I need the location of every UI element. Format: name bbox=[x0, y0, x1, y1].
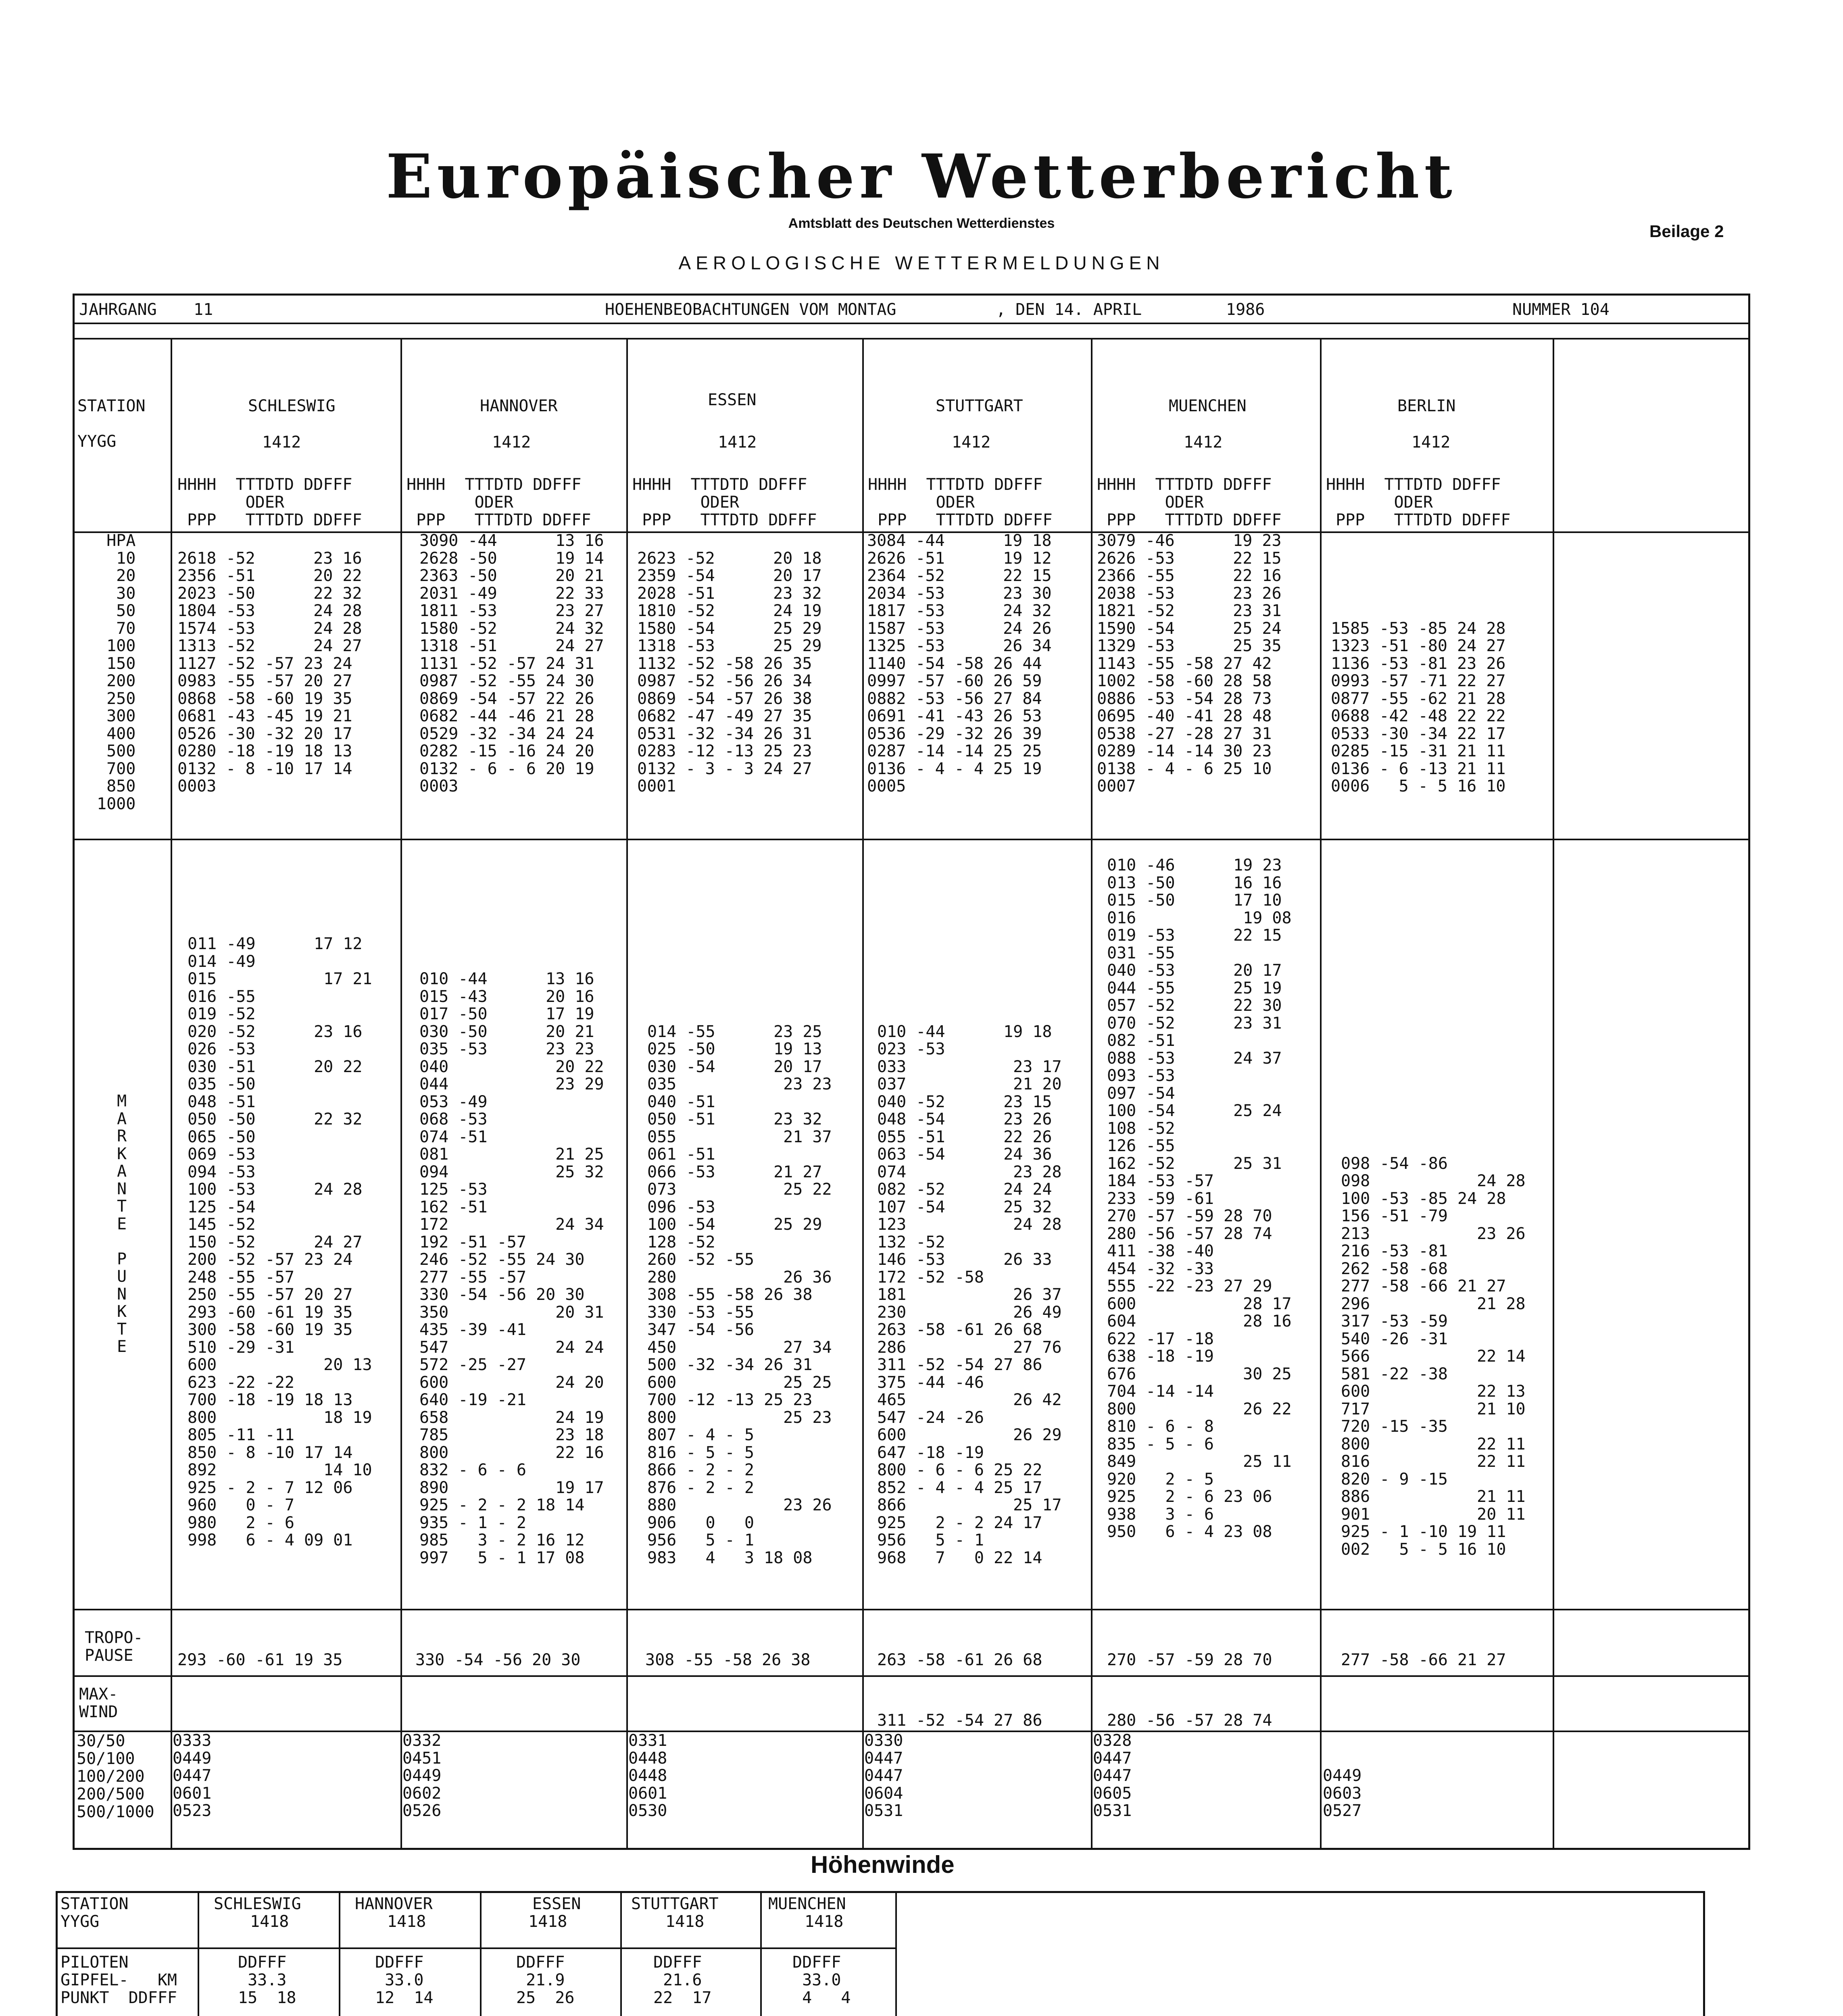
column-divider bbox=[198, 1891, 199, 2016]
tropopause-value: 270 -57 -59 28 70 bbox=[1107, 1651, 1272, 1669]
beilage-label: Beilage 2 bbox=[1649, 222, 1724, 241]
station-name: BERLIN bbox=[1397, 397, 1456, 415]
column-header: HHHH TTTDTD DDFFF ODER PPP TTTDTD DDFFF bbox=[868, 475, 1053, 529]
layer-values: 0330 0447 0447 0604 0531 bbox=[864, 1731, 903, 1820]
column-divider bbox=[1320, 338, 1322, 1850]
hoehenwinde-title: Höhenwinde bbox=[811, 1851, 955, 1878]
column-divider bbox=[760, 1891, 762, 2016]
section-title: AEROLOGISCHE WETTERMELDUNGEN bbox=[678, 252, 1165, 273]
station-yygg: 1412 bbox=[1184, 433, 1223, 452]
layer-values: 0331 0448 0448 0601 0530 bbox=[628, 1731, 667, 1820]
obs-year: 1986 bbox=[1226, 300, 1265, 319]
column-divider bbox=[1091, 338, 1092, 1850]
column-divider bbox=[620, 1891, 622, 2016]
hw-station-label: STATION YYGG bbox=[60, 1895, 129, 1931]
row-divider bbox=[73, 1675, 1750, 1677]
markante-punkte: 011 -49 17 12 014 -49 015 17 21 016 -55 019 -52 020 -52 23 16 026 -53 030 -51 20 22 035 -50 048 -51 050 -50 22 32 065 -50 069 -53 094 -53 100 -53 24 28 125 -54 145 -52 150 -52 24 27 200 -52 -57 23 24 248 -55 -57 250 -55 -57 20 27 293 -60 -61 19 35 300 -58 -60 19 35 510 -29 -31 600 20 13 623 -22 -22 700 -18 -19 18 13 800 18 19 805 -11 -11 850 - 8 -10 17 14 892 14 10 925 - 2 - 7 12 06 960 0 - 7 980 2 - 6 998 6 - 4 09 01 bbox=[188, 935, 372, 1549]
obs-title: HOEHENBEOBACHTUNGEN VOM MONTAG bbox=[605, 300, 896, 319]
hw-piloten: DDFFF 33.3 15 18 bbox=[238, 1953, 296, 2007]
column-header: HHHH TTTDTD DDFFF ODER PPP TTTDTD DDFFF bbox=[407, 475, 591, 529]
markante-punkte: 014 -55 23 25 025 -50 19 13 030 -54 20 17 035 23 23 040 -51 050 -51 23 32 055 21 37 061 -51 066 -53 21 27 073 25 22 096 -53 100 -54 25 29 128 -52 260 -52 -55 280 26 36 308 -55 -58 26 38 330 -53 -55 347 -54 -56 450 27 34 500 -32 -34 26 31 600 25 25 700 -12 -13 25 23 800 25 23 807 - 4 - 5 816 - 5 - 5 866 - 2 - 2 876 - 2 - 2 880 23 26 906 0 0 956 5 - 1 983 4 3 18 08 bbox=[647, 1022, 832, 1567]
row-divider bbox=[56, 1947, 896, 1949]
standard-levels: 1585 -53 -85 24 28 1323 -51 -80 24 27 1136 -53 -81 23 26 0993 -57 -71 22 27 0877 -55 -62 21 28 0688 -42 -48 22 22 0533 -30 -34 22 17 0285 -15 -31 21 11 0136 - 6 -13 21 11 0006 5 - 5 16 10 bbox=[1331, 619, 1506, 796]
maxwind-value: 280 -56 -57 28 74 bbox=[1107, 1711, 1272, 1730]
standard-levels: 3084 -44 19 18 2626 -51 19 12 2364 -52 22 15 2034 -53 23 30 1817 -53 24 32 1587 -53 24 26 1325 -53 26 34 1140 -54 -58 26 44 0997 -57 -60 26 59 0882 -53 -56 27 84 0691 -41 -43 26 53 0536 -29 -32 26 39 0287 -14 -14 25 25 0136 - 4 - 4 25 19 0005 bbox=[867, 531, 1052, 796]
divider bbox=[73, 338, 1750, 339]
page-title: Europäischer Wetterbericht bbox=[386, 141, 1457, 212]
markante-punkte: 010 -44 13 16 015 -43 20 16 017 -50 17 19 030 -50 20 21 035 -53 23 23 040 20 22 044 23 29 053 -49 068 -53 074 -51 081 21 25 094 25 32 125 -53 162 -51 172 24 34 192 -51 -57 246 -52 -55 24 30 277 -55 -57 330 -54 -56 20 30 350 20 31 435 -39 -41 547 24 24 572 -25 -27 600 24 20 640 -19 -21 658 24 19 785 23 18 800 22 16 832 - 6 - 6 890 19 17 925 - 2 - 2 18 14 935 - 1 - 2 985 3 - 2 16 12 997 5 - 1 17 08 bbox=[419, 970, 604, 1567]
column-divider bbox=[1553, 338, 1554, 1850]
row-divider bbox=[73, 839, 1750, 840]
hw-station-name: MUENCHEN bbox=[768, 1895, 846, 1913]
hpa-levels: HPA 10 20 30 50 70 100 150 200 250 300 400 500 700 850 1000 bbox=[97, 531, 136, 813]
maxwind-label: MAX- WIND bbox=[79, 1685, 118, 1721]
station-yygg: 1412 bbox=[952, 433, 991, 452]
station-name: SCHLESWIG bbox=[248, 397, 336, 415]
column-divider bbox=[339, 1891, 340, 2016]
layer-label: 30/50 50/100 100/200 200/500 500/1000 bbox=[77, 1732, 154, 1821]
column-divider bbox=[895, 1891, 897, 2016]
divider bbox=[73, 323, 1750, 324]
markante-punkte: 010 -46 19 23 013 -50 16 16 015 -50 17 10 016 19 08 019 -53 22 15 031 -55 040 -53 20 17 044 -55 25 19 057 -52 22 30 070 -52 23 31 082 -51 088 -53 24 37 093 -53 097 -54 100 -54 25 24 108 -52 126 -55 162 -52 25 31 184 -53 -57 233 -59 -61 270 -57 -59 28 70 280 -56 -57 28 74 411 -38 -40 454 -32 -33 555 -22 -23 27 29 600 28 17 604 28 16 622 -17 -18 638 -18 -19 676 30 25 704 -14 -14 800 26 22 810 - 6 - 8 835 - 5 - 6 849 25 11 920 2 - 5 925 2 - 6 23 06 938 3 - 6 950 6 - 4 23 08 bbox=[1107, 856, 1292, 1541]
column-header: HHHH TTTDTD DDFFF ODER PPP TTTDTD DDFFF bbox=[1326, 475, 1511, 529]
station-name: STUTTGART bbox=[936, 397, 1023, 415]
standard-levels: 3079 -46 19 23 2626 -53 22 15 2366 -55 22 16 2038 -53 23 26 1821 -52 23 31 1590 -54 25 24 1329 -53 25 35 1143 -55 -58 27 42 1002 -58 -60 28 58 0886 -53 -54 28 73 0695 -40 -41 28 48 0538 -27 -28 27 31 0289 -14 -14 30 23 0138 - 4 - 6 25 10 0007 bbox=[1097, 531, 1282, 796]
layer-values: 0333 0449 0447 0601 0523 bbox=[173, 1731, 212, 1820]
nummer-label: NUMMER 104 bbox=[1512, 300, 1609, 319]
column-divider bbox=[480, 1891, 482, 2016]
tropopause-label: TROPO- PAUSE bbox=[85, 1629, 143, 1665]
tropopause-value: 263 -58 -61 26 68 bbox=[877, 1651, 1042, 1669]
column-divider bbox=[171, 338, 172, 1850]
hw-station-name: HANNOVER bbox=[355, 1895, 433, 1913]
station-yygg: 1412 bbox=[718, 433, 757, 452]
page-subtitle: Amtsblatt des Deutschen Wetterdienstes bbox=[788, 216, 1055, 231]
maxwind-value: 311 -52 -54 27 86 bbox=[877, 1711, 1042, 1730]
station-name: MUENCHEN bbox=[1169, 397, 1247, 415]
hw-piloten: DDFFF 33.0 12 14 bbox=[375, 1953, 434, 2007]
jahrgang-label: JAHRGANG bbox=[79, 300, 157, 319]
layer-values: 0449 0603 0527 bbox=[1323, 1766, 1362, 1820]
layer-values: 0332 0451 0449 0602 0526 bbox=[402, 1731, 442, 1820]
standard-levels: 3090 -44 13 16 2628 -50 19 14 2363 -50 20 21 2031 -49 22 33 1811 -53 23 27 1580 -52 24 32 1318 -51 24 27 1131 -52 -57 24 31 0987 -52 -55 24 30 0869 -54 -57 22 26 0682 -44 -46 21 28 0529 -32 -34 24 24 0282 -15 -16 24 20 0132 - 6 - 6 20 19 0003 bbox=[419, 531, 604, 796]
column-divider bbox=[862, 338, 864, 1850]
column-divider bbox=[400, 338, 402, 1850]
hw-station-name: STUTTGART bbox=[631, 1895, 719, 1913]
column-header: HHHH TTTDTD DDFFF ODER PPP TTTDTD DDFFF bbox=[632, 475, 817, 529]
markante-punkte: 098 -54 -86 098 24 28 100 -53 -85 24 28 156 -51 -79 213 23 26 216 -53 -81 262 -58 -68 277 -58 -66 21 27 296 21 28 317 -53 -59 540 -26 -31 566 22 14 581 -22 -38 600 22 13 717 21 10 720 -15 -35 800 22 11 816 22 11 820 - 9 -15 886 21 11 901 20 11 925 - 1 -10 19 11 002 5 - 5 16 10 bbox=[1341, 1154, 1526, 1559]
jahrgang-value: 11 bbox=[194, 300, 213, 319]
column-header: HHHH TTTDTD DDFFF ODER PPP TTTDTD DDFFF bbox=[177, 475, 362, 529]
hw-piloten: DDFFF 21.6 22 17 bbox=[653, 1953, 712, 2007]
tropopause-value: 330 -54 -56 20 30 bbox=[415, 1651, 581, 1669]
hw-piloten: DDFFF 33.0 4 4 bbox=[792, 1953, 851, 2007]
station-yygg: 1412 bbox=[1411, 433, 1451, 452]
station-name: HANNOVER bbox=[480, 397, 558, 415]
column-divider bbox=[626, 338, 628, 1850]
tropopause-value: 308 -55 -58 26 38 bbox=[645, 1651, 811, 1669]
row-divider bbox=[73, 1609, 1750, 1610]
hw-piloten-label: PILOTEN GIPFEL- KM PUNKT DDFFF bbox=[60, 1953, 177, 2007]
layer-values: 0328 0447 0447 0605 0531 bbox=[1093, 1731, 1132, 1820]
hw-station-yygg: 1418 bbox=[528, 1912, 567, 1931]
markante-punkte-label: M A R K A N T E P U N K T E bbox=[117, 1092, 127, 1356]
column-header: HHHH TTTDTD DDFFF ODER PPP TTTDTD DDFFF bbox=[1097, 475, 1282, 529]
station-yygg: 1412 bbox=[492, 433, 531, 452]
hw-station-name: SCHLESWIG bbox=[214, 1895, 301, 1913]
station-label: STATION YYGG bbox=[77, 397, 146, 451]
tropopause-value: 293 -60 -61 19 35 bbox=[177, 1651, 343, 1669]
hoehenwinde-table bbox=[56, 1891, 1705, 2016]
hw-station-yygg: 1418 bbox=[665, 1912, 705, 1931]
station-yygg: 1412 bbox=[262, 433, 301, 452]
hw-station-yygg: 1418 bbox=[805, 1912, 844, 1931]
obs-date: , DEN 14. APRIL bbox=[996, 300, 1142, 319]
hw-station-yygg: 1418 bbox=[250, 1912, 289, 1931]
markante-punkte: 010 -44 19 18 023 -53 033 23 17 037 21 20 040 -52 23 15 048 -54 23 26 055 -51 22 26 063 -54 24 36 074 23 28 082 -52 24 24 107 -54 25 32 123 24 28 132 -52 146 -53 26 33 172 -52 -58 181 26 37 230 26 49 263 -58 -61 26 68 286 27 76 311 -52 -54 27 86 375 -44 -46 465 26 42 547 -24 -26 600 26 29 647 -18 -19 800 - 6 - 6 25 22 852 - 4 - 4 25 17 866 25 17 925 2 - 2 24 17 956 5 - 1 968 7 0 22 14 bbox=[877, 1022, 1062, 1567]
standard-levels: 2623 -52 20 18 2359 -54 20 17 2028 -51 23 32 1810 -52 24 19 1580 -54 25 29 1318 -53 25 29 1132 -52 -58 26 35 0987 -52 -56 26 34 0869 -54 -57 26 38 0682 -47 -49 27 35 0531 -32 -34 26 31 0283 -12 -13 25 23 0132 - 3 - 3 24 27 0001 bbox=[637, 549, 822, 796]
station-name: ESSEN bbox=[708, 391, 757, 409]
hw-station-name: ESSEN bbox=[532, 1895, 581, 1913]
hw-station-yygg: 1418 bbox=[387, 1912, 426, 1931]
standard-levels: 2618 -52 23 16 2356 -51 20 22 2023 -50 22 32 1804 -53 24 28 1574 -53 24 28 1313 -52 24 27 1127 -52 -57 23 24 0983 -55 -57 20 27 0868 -58 -60 19 35 0681 -43 -45 19 21 0526 -30 -32 20 17 0280 -18 -19 18 13 0132 - 8 -10 17 14 0003 bbox=[177, 549, 362, 796]
tropopause-value: 277 -58 -66 21 27 bbox=[1341, 1651, 1506, 1669]
row-divider bbox=[73, 1731, 1750, 1732]
hw-piloten: DDFFF 21.9 25 26 bbox=[516, 1953, 575, 2007]
